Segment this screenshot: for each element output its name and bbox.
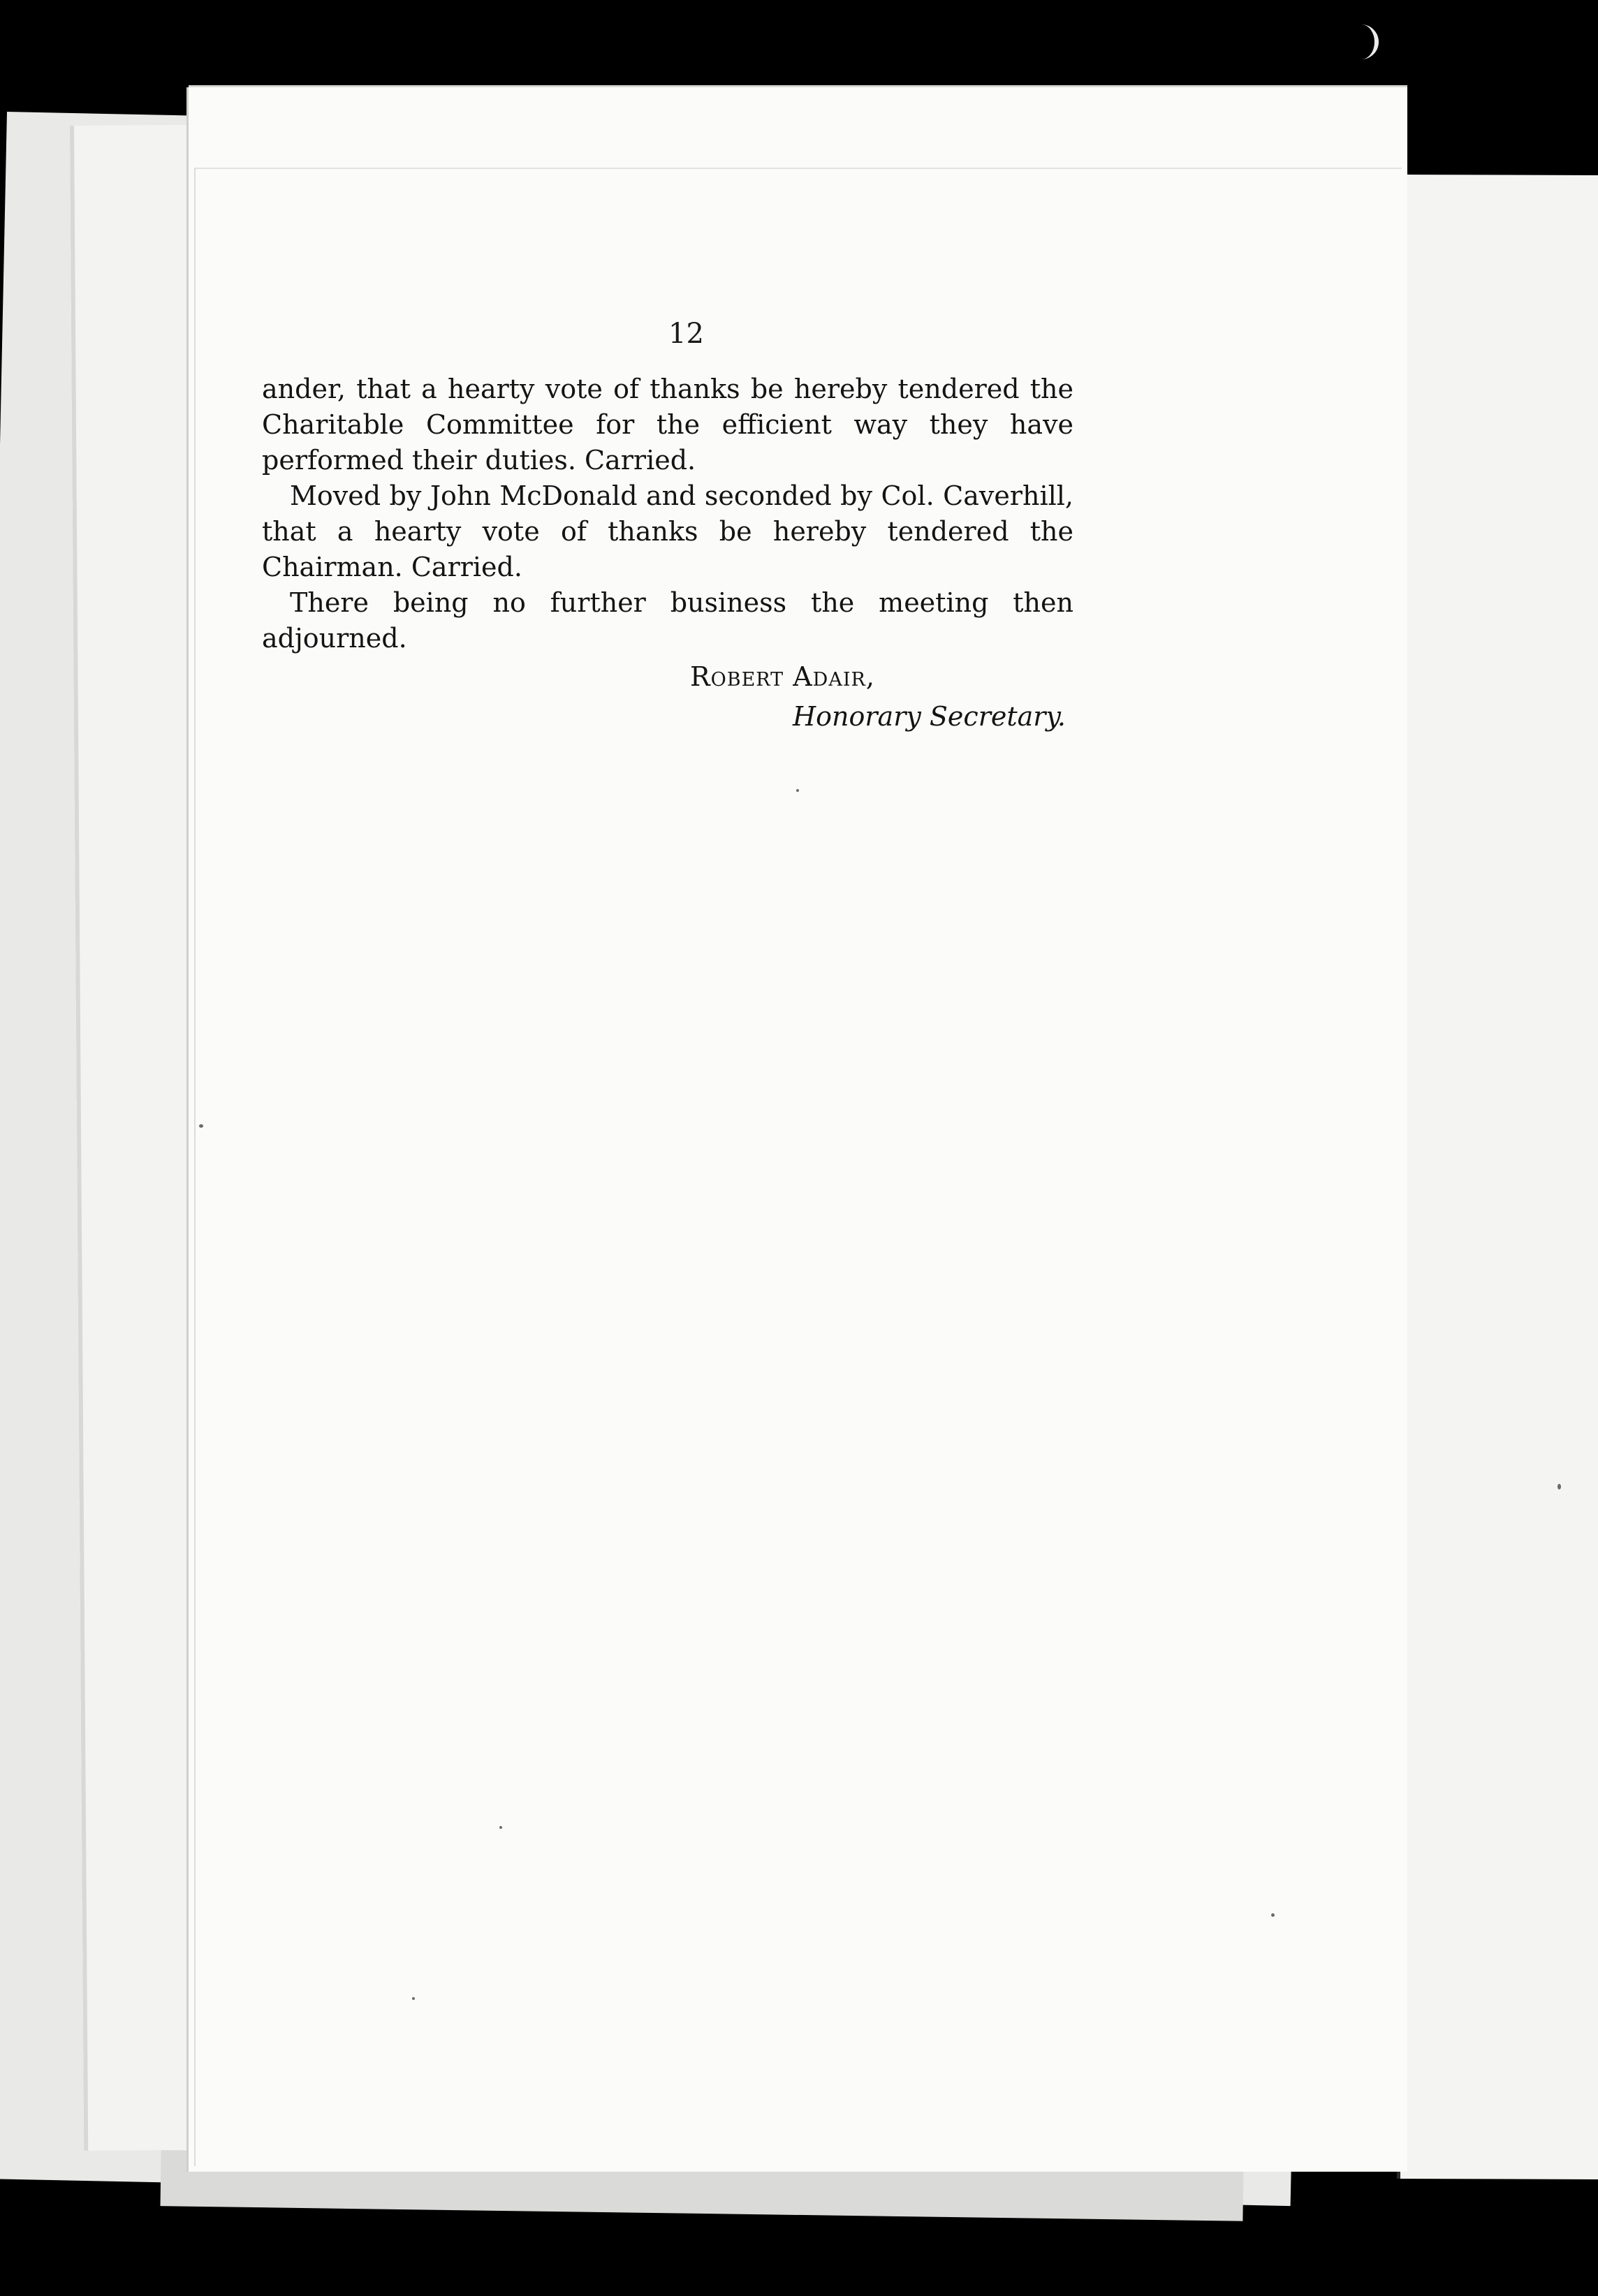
- signature-name: Robert Adair,: [690, 661, 875, 692]
- facing-page-edge: [1397, 175, 1598, 2179]
- dust-speck: [199, 1124, 203, 1128]
- dust-speck: [1271, 1913, 1275, 1917]
- signature-title: Honorary Secretary.: [793, 701, 1066, 732]
- dust-speck: [499, 1826, 502, 1829]
- page-number: 12: [668, 318, 704, 350]
- body-text: [262, 371, 1073, 736]
- dust-speck: [1557, 1484, 1561, 1489]
- dust-speck: [412, 1997, 415, 2000]
- corner-mark: [1356, 24, 1379, 59]
- paragraph-3: There being no further business the meeting then adjourned.: [262, 587, 1073, 654]
- dust-speck: [796, 789, 799, 792]
- paragraph-1: ander, that a hearty vote of thanks be hereby tendered the Charitable Committee for the efficient way they have performed their duties. Carried.: [262, 374, 1073, 476]
- paragraph-2: Moved by John McDonald and seconded by Col. Caverhill, that a hearty vote of thanks be hereby tendered the Chairman. Carried.: [262, 480, 1073, 582]
